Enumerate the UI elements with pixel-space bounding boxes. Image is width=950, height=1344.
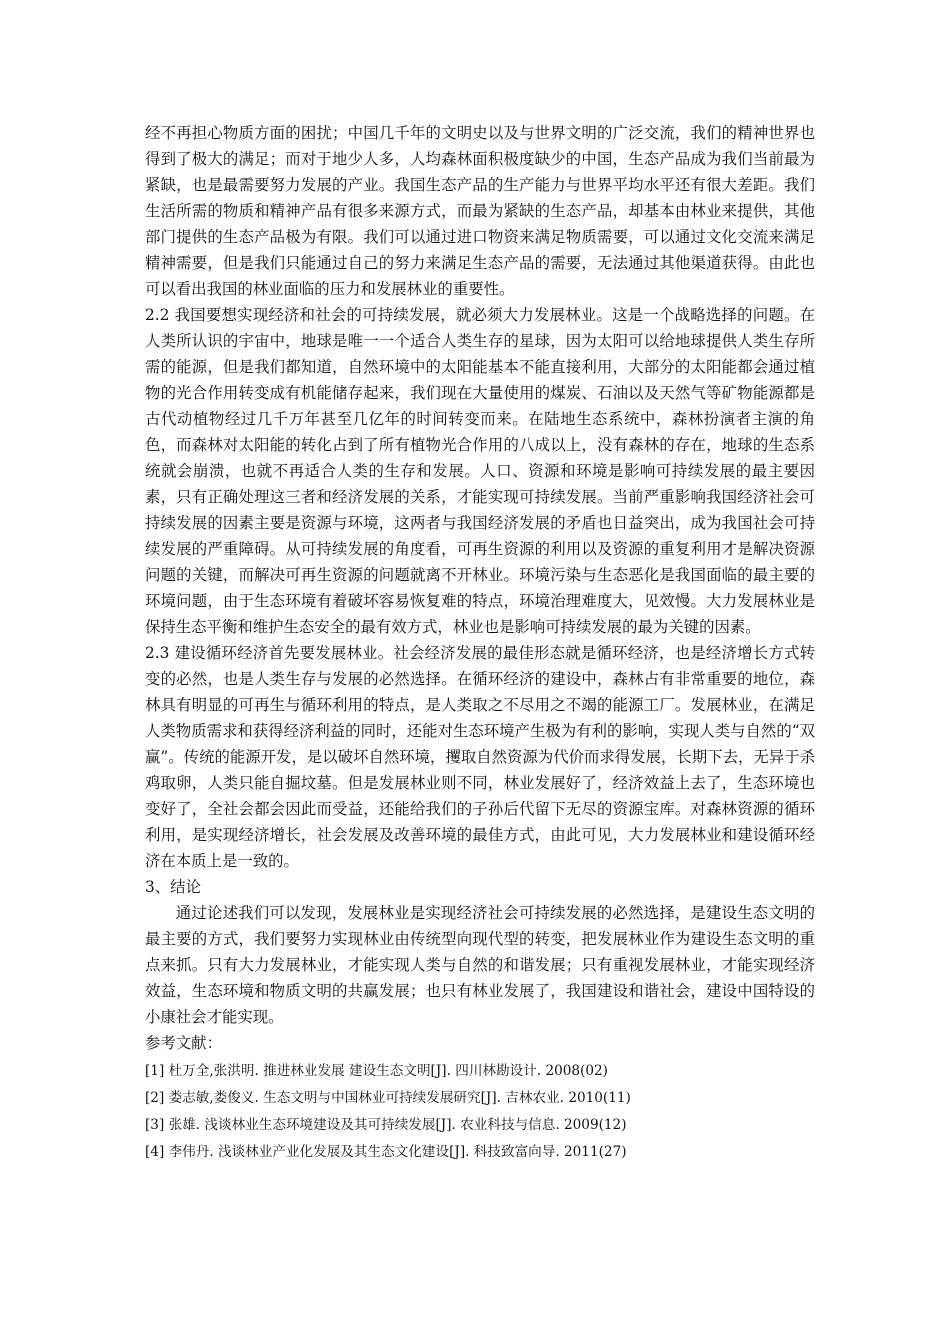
reference-item: [4] 李伟丹. 浅谈林业产业化发展及其生态文化建设[J]. 科技致富向导. 2011(27) [145, 1144, 627, 1160]
paragraph-intro: 经不再担心物质方面的困扰；中国几千年的文明史以及与世界文明的广泛交流，我们的精神世界也得到了极大的满足；而对于地少人多，人均森林面积极度缺少的中国，生态产品成为我们当前最为紧缺，也是最需要努力发展的产业。我国生态产品的生产能力与世界平均水平还有很大差距。我们生活所需的物质和精神产品有很多来源方式，而最为紧缺的生态产品，却基本由林业来提供，其他部门提供的生态产品极为有限。我们可以通过进口物资来满足物质需要，可以通过文化交流来满足精神需要，但是我们只能通过自己的努力来满足生态产品的需要，无法通过其他渠道获得。由此也可以看出我国的林业面临的压力和发展林业的重要性。 [145, 124, 815, 298]
paragraph-section-2-3: 2.3 建设循环经济首先要发展林业。社会经济发展的最佳形态就是循环经济，也是经济增长方式转变的必然，也是人类生存与发展的必然选择。在循环经济的建设中，森林占有非常重要的地位，森林具有明显的可再生与循环利用的特点，是人类取之不尽用之不竭的能源工厂。发展林业，在满足人类物质需求和获得经济利益的同时，还能对生态环境产生极为有利的影响，实现人类与自然的“双赢”。传统的能源开发，是以破坏自然环境，攫取自然资源为代价而求得发展，长期下去，无异于杀鸡取卵，人类只能自掘坟墓。但是发展林业则不同，林业发展好了，经济效益上去了，生态环境也变好了，全社会都会因此而受益，还能给我们的子孙后代留下无尽的资源宝库。对森林资源的循环利用，是实现经济增长，社会发展及改善环境的最佳方式，由此可见，大力发展林业和建设循环经济在本质上是一致的。 [145, 644, 815, 870]
reference-item: [2] 娄志敏,娄俊义. 生态文明与中国林业可持续发展研究[J]. 吉林农业. 2010(11) [145, 1090, 631, 1106]
references-list [145, 1058, 815, 1166]
reference-item: [1] 杜万全,张洪明. 推进林业发展 建设生态文明[J]. 四川林勘设计. 2008(02) [145, 1063, 608, 1079]
reference-item: [3] 张雄. 浅谈林业生态环境建设及其可持续发展[J]. 农业科技与信息. 2009(12) [145, 1117, 627, 1133]
references-heading: 参考文献： [145, 1034, 222, 1052]
section-heading-conclusion: 3、结论 [145, 878, 201, 896]
document-page [145, 120, 815, 1166]
paragraph-section-2-2: 2.2 我国要想实现经济和社会的可持续发展，就必须大力发展林业。这是一个战略选择的问题。在人类所认识的宇宙中，地球是唯一一个适合人类生存的星球，因为太阳可以给地球提供人类生存所需的能源，但是我们都知道，自然环境中的太阳能基本不能直接利用，大部分的太阳能都会通过植物的光合作用转变成有机能储存起来，我们现在大量使用的煤炭、石油以及天然气等矿物能源都是古代动植物经过几千万年甚至几亿年的时间转变而来。在陆地生态系统中，森林扮演者主演的角色，而森林对太阳能的转化占到了所有植物光合作用的八成以上，没有森林的存在，地球的生态系统就会崩溃，也就不再适合人类的生存和发展。人口、资源和环境是影响可持续发展的最主要因素，只有正确处理这三者和经济发展的关系，才能实现可持续发展。当前严重影响我国经济社会可持续发展的因素主要是资源与环境，这两者与我国经济发展的矛盾也日益突出，成为我国社会可持续发展的严重障碍。从可持续发展的角度看，可再生资源的利用以及资源的重复利用才是解决资源问题的关键，而解决可再生资源的问题就离不开林业。环境污染与生态恶化是我国面临的最主要的环境问题，由于生态环境有着破坏容易恢复难的特点，环境治理难度大，见效慢。大力发展林业是保持生态平衡和维护生态安全的最有效方式，林业也是影响可持续发展的最为关键的因素。 [145, 306, 815, 636]
paragraph-conclusion: 通过论述我们可以发现，发展林业是实现经济社会可持续发展的必然选择，是建设生态文明的最主要的方式，我们要努力实现林业由传统型向现代型的转变，把发展林业作为建设生态文明的重点来抓。只有大力发展林业，才能实现人类与自然的和谐发展；只有重视发展林业，才能实现经济效益，生态环境和物质文明的共赢发展；也只有林业发展了，我国建设和谐社会，建设中国特设的小康社会才能实现。 [145, 904, 815, 1026]
